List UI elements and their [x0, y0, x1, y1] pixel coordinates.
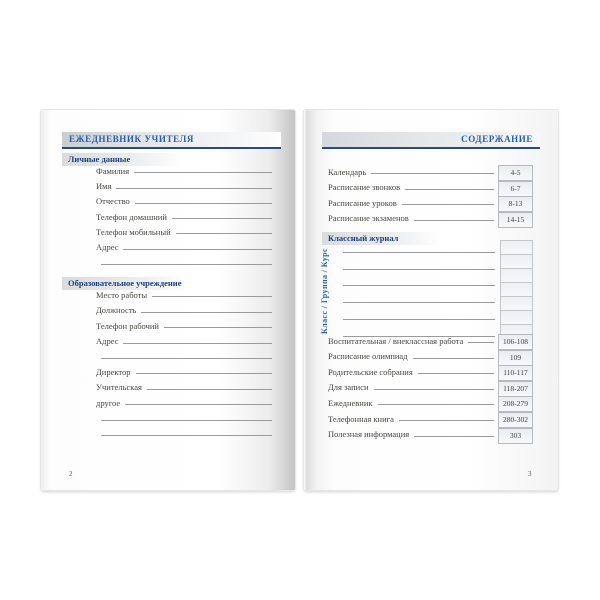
toc-entry-label: Ежедневник [328, 397, 373, 408]
field-row [62, 330, 272, 345]
toc-page-number-box: 110-117 [498, 365, 533, 381]
field-row [62, 175, 272, 190]
left-page-title: ЕЖЕДНЕВНИК УЧИТЕЛЯ [69, 134, 194, 144]
left-page-header [62, 132, 281, 149]
toc-leader-line [405, 189, 494, 190]
toc-page-number-box: 6-7 [498, 181, 533, 197]
fill-in-line [141, 312, 272, 313]
journal-blank-line [343, 253, 495, 270]
fill-in-line [101, 435, 272, 436]
fill-in-line [147, 389, 272, 390]
toc-entry-label: Воспитательная / внеклассная работа [328, 335, 464, 346]
journal-page-number-box [500, 240, 533, 255]
field-row [62, 160, 272, 175]
toc-leader-line [374, 389, 494, 390]
toc-page-number-box: 208-279 [498, 396, 533, 412]
journal-blank-line [343, 286, 495, 303]
field-row [62, 252, 272, 267]
fill-in-line [101, 420, 272, 421]
toc-leader-line [378, 404, 494, 405]
fill-in-line [125, 404, 272, 405]
fill-in-line [123, 343, 272, 344]
field-row [62, 423, 272, 438]
toc-entry-label: Расписание уроков [328, 197, 397, 208]
toc-leader-line [371, 173, 494, 174]
fill-in-line [135, 203, 272, 204]
toc-row [328, 161, 533, 177]
field-label: Фамилия [96, 165, 130, 176]
journal-page-number-box [500, 310, 533, 325]
journal-blank-line [343, 303, 495, 320]
toc-page-number-box: 118-207 [498, 381, 533, 397]
toc-entry-label: Расписание звонков [328, 182, 401, 192]
toc-entry-label: Полезная информация [328, 429, 410, 440]
field-label: Адрес [96, 242, 119, 253]
field-label: Телефон рабочий [96, 320, 159, 331]
field-label: Должность [96, 305, 137, 316]
field-label: Имя [96, 181, 112, 192]
fill-in-line [172, 218, 272, 219]
toc-page-number-box: 14-15 [498, 212, 533, 228]
journal-blank-lines [343, 236, 495, 337]
toc-leader-line [418, 373, 494, 374]
journal-page-number-box [500, 268, 533, 283]
field-row [62, 346, 272, 361]
personal-data-fields [62, 160, 272, 267]
toc-page-number-box: 303 [498, 428, 533, 444]
toc-entry-label: Телефонная книга [328, 413, 394, 424]
journal-page-number-box [500, 254, 533, 269]
toc-entry-label: Родительские собрания [328, 366, 413, 377]
field-label: Телефон домашний [96, 211, 167, 222]
class-group-course-label: Класс / Группа / Курс [320, 248, 329, 334]
left-page-number: 2 [69, 470, 73, 478]
journal-page-number-box [500, 282, 533, 297]
toc-entry-label: Расписание олимпиад [328, 351, 408, 362]
toc-bottom-list [328, 330, 533, 439]
section-class-journal-title: Классный журнал [328, 233, 399, 243]
field-row [62, 376, 272, 391]
field-row [62, 236, 272, 251]
field-label: другое [96, 397, 121, 408]
toc-row [328, 330, 533, 346]
field-label: Директор [96, 366, 131, 377]
field-row [62, 206, 272, 221]
toc-entry-label: Календарь [328, 166, 367, 177]
toc-leader-line [402, 204, 494, 205]
toc-leader-line [468, 342, 494, 343]
field-label: Учительская [96, 382, 142, 393]
field-row [62, 191, 272, 206]
field-row [62, 315, 272, 330]
fill-in-line [176, 233, 272, 234]
left-page [41, 110, 295, 490]
toc-page-number-box: 106-108 [498, 334, 533, 350]
fill-in-line [134, 172, 272, 173]
journal-blank-line [343, 236, 495, 253]
toc-page-number-box: 8-13 [498, 196, 533, 212]
fill-in-line [101, 264, 272, 265]
fill-in-line [101, 358, 272, 359]
right-page-number: 3 [528, 470, 532, 478]
toc-page-number-box: 4-5 [498, 165, 533, 181]
field-row [62, 361, 272, 376]
toc-leader-line [413, 358, 494, 359]
toc-page-number-box: 280-302 [498, 412, 533, 428]
field-row [62, 392, 272, 407]
right-page-title: СОДЕРЖАНИЕ [461, 134, 533, 144]
fill-in-line [164, 327, 272, 328]
journal-blank-line [343, 270, 495, 287]
fill-in-line [116, 188, 272, 189]
field-row [62, 299, 272, 314]
fill-in-line [152, 296, 272, 297]
toc-top-list [328, 161, 533, 223]
fill-in-line [136, 373, 273, 374]
field-row [62, 221, 272, 236]
fill-in-line [123, 249, 272, 250]
field-row [62, 407, 272, 422]
field-row [62, 284, 272, 299]
toc-entry-label: Расписание экзаменов [328, 213, 409, 223]
educational-institution-fields [62, 284, 272, 438]
toc-leader-line [414, 220, 494, 221]
right-page [304, 110, 558, 490]
section-educational-institution-title: Образовательное учреждение [68, 278, 182, 288]
journal-page-number-box [500, 296, 533, 311]
toc-entry-label: Для записи [328, 382, 369, 393]
field-label: Место работы [96, 289, 148, 300]
toc-leader-line [414, 436, 494, 437]
right-page-header [322, 132, 540, 149]
field-label: Адрес [96, 336, 119, 347]
field-label: Отчество [96, 196, 130, 207]
section-personal-data-title: Личные данные [68, 154, 131, 164]
toc-leader-line [399, 420, 494, 421]
journal-page-boxes [500, 240, 533, 339]
toc-page-number-box: 109 [498, 350, 533, 366]
field-label: Телефон мобильный [96, 226, 171, 237]
